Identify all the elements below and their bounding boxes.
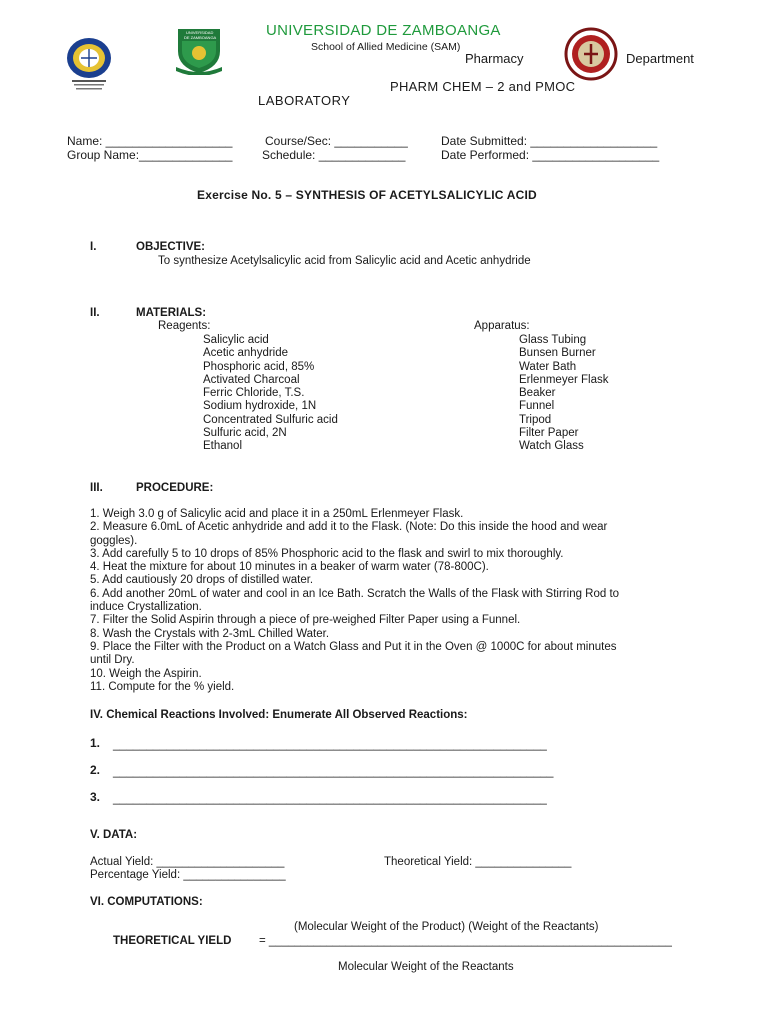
- apparatus-label: Apparatus:: [474, 320, 530, 332]
- school-name: School of Allied Medicine (SAM): [311, 41, 461, 53]
- materials-numeral: II.: [90, 307, 100, 319]
- procedure-step: 6. Add another 20mL of water and cool in an Ice Bath. Scratch the Walls of the Flask with Stirring Rod to: [90, 587, 620, 600]
- list-item: Salicylic acid: [203, 334, 269, 346]
- procedure-step: 9. Place the Filter with the Product on a Watch Glass and Put it in the Oven @ 1000C for about minutes: [90, 640, 617, 653]
- reactions-heading: IV. Chemical Reactions Involved: Enumerate All Observed Reactions:: [90, 709, 468, 721]
- list-item: Phosphoric acid, 85%: [203, 360, 315, 373]
- apparatus-list: [519, 334, 608, 454]
- list-item: Ethanol: [203, 440, 243, 453]
- reagents-list: [203, 334, 338, 454]
- procedure-step: 1. Weigh 3.0 g of Salicylic acid and place it in a 250mL Erlenmeyer Flask.: [90, 508, 464, 520]
- objective-text: To synthesize Acetylsalicylic acid from Salicylic acid and Acetic anhydride: [158, 255, 531, 267]
- reaction-blank-2[interactable]: __________________________________________________________________: [113, 764, 554, 778]
- procedure-step: 8. Wash the Crystals with 2-3mL Chilled Water.: [90, 627, 330, 640]
- list-item: Water Bath: [519, 360, 577, 373]
- computations-heading: VI. COMPUTATIONS:: [90, 896, 203, 908]
- date-submitted-field[interactable]: Date Submitted: ___________________: [441, 134, 658, 148]
- exercise-title: Exercise No. 5 – SYNTHESIS OF ACETYLSALICYLIC ACID: [197, 188, 537, 202]
- procedure-step: goggles).: [90, 534, 138, 547]
- list-item: Activated Charcoal: [203, 373, 300, 386]
- globe-seal-icon: [64, 36, 114, 98]
- procedure-numeral: III.: [90, 482, 103, 494]
- schedule-field[interactable]: Schedule: _____________: [262, 148, 406, 162]
- date-performed-field[interactable]: Date Performed: ___________________: [441, 148, 660, 162]
- formula-numerator: (Molecular Weight of the Product) (Weight of the Reactants): [294, 921, 599, 933]
- theoretical-yield-field[interactable]: Theoretical Yield: _______________: [384, 856, 572, 868]
- reaction-num-1: 1.: [90, 736, 101, 750]
- objective-numeral: I.: [90, 241, 97, 253]
- formula-label: THEORETICAL YIELD: [113, 935, 232, 947]
- reaction-blank-1[interactable]: _________________________________________________________________: [113, 737, 547, 751]
- list-item: Erlenmeyer Flask: [519, 373, 609, 386]
- course-sec-field[interactable]: Course/Sec: ___________: [265, 134, 408, 148]
- objective-heading: OBJECTIVE:: [136, 241, 206, 253]
- reaction-blank-3[interactable]: _________________________________________________________________: [113, 791, 547, 805]
- procedure-step: 5. Add cautiously 20 drops of distilled water.: [90, 574, 314, 587]
- allied-medicine-seal-icon: [564, 27, 618, 81]
- formula-fraction-bar: = _______________________________________________________________: [259, 935, 672, 947]
- department-right: Department: [626, 51, 694, 66]
- list-item: Concentrated Sulfuric acid: [203, 413, 338, 426]
- course-title-line2: LABORATORY: [258, 93, 351, 108]
- procedure-step: 11. Compute for the % yield.: [90, 680, 235, 693]
- group-name-field[interactable]: Group Name:______________: [67, 148, 233, 162]
- procedure-step: 2. Measure 6.0mL of Acetic anhydride and add it to the Flask. (Note: Do this inside the hood and wear: [90, 521, 608, 534]
- procedure-step: 3. Add carefully 5 to 10 drops of 85% Phosphoric acid to the flask and swirl to mix thoroughly.: [90, 547, 564, 560]
- list-item: Glass Tubing: [519, 334, 587, 346]
- formula-denominator: Molecular Weight of the Reactants: [338, 961, 514, 973]
- list-item: Sulfuric acid, 2N: [203, 427, 287, 440]
- department-left: Pharmacy: [465, 51, 524, 66]
- left-logo: [64, 36, 114, 98]
- list-item: Ferric Chloride, T.S.: [203, 387, 305, 400]
- reagents-label: Reagents:: [158, 320, 211, 332]
- reaction-num-2: 2.: [90, 763, 101, 777]
- university-name: UNIVERSIDAD DE ZAMBOANGA: [266, 22, 501, 39]
- procedure-steps: [90, 508, 619, 694]
- list-item: Watch Glass: [519, 440, 584, 453]
- right-logo: [564, 27, 618, 81]
- list-item: Acetic anhydride: [203, 347, 289, 360]
- percentage-yield-field[interactable]: Percentage Yield: ________________: [90, 869, 286, 881]
- actual-yield-field[interactable]: Actual Yield: ____________________: [90, 856, 285, 868]
- list-item: Funnel: [519, 400, 555, 413]
- name-field[interactable]: Name: ___________________: [67, 134, 233, 148]
- procedure-step: until Dry.: [90, 654, 135, 667]
- list-item: Sodium hydroxide, 1N: [203, 400, 317, 413]
- data-heading: V. DATA:: [90, 829, 138, 841]
- logo-text-line2: DE ZAMBOANGA: [184, 35, 217, 40]
- procedure-heading: PROCEDURE:: [136, 482, 214, 494]
- procedure-step: 4. Heat the mixture for about 10 minutes in a beaker of warm water (78-800C).: [90, 561, 489, 574]
- materials-heading: MATERIALS:: [136, 307, 207, 319]
- course-title-line1: PHARM CHEM – 2 and PMOC: [390, 79, 576, 94]
- list-item: Tripod: [519, 413, 552, 426]
- list-item: Bunsen Burner: [519, 347, 596, 360]
- procedure-step: induce Crystallization.: [90, 601, 202, 614]
- list-item: Beaker: [519, 387, 556, 400]
- logo-text-line1: UNIVERSIDAD: [186, 30, 214, 35]
- center-logo: [172, 27, 226, 75]
- procedure-step: 10. Weigh the Aspirin.: [90, 667, 202, 680]
- list-item: Filter Paper: [519, 427, 579, 440]
- reaction-num-3: 3.: [90, 790, 101, 804]
- procedure-step: 7. Filter the Solid Aspirin through a piece of pre-weighed Filter Paper using a Funnel.: [90, 614, 521, 627]
